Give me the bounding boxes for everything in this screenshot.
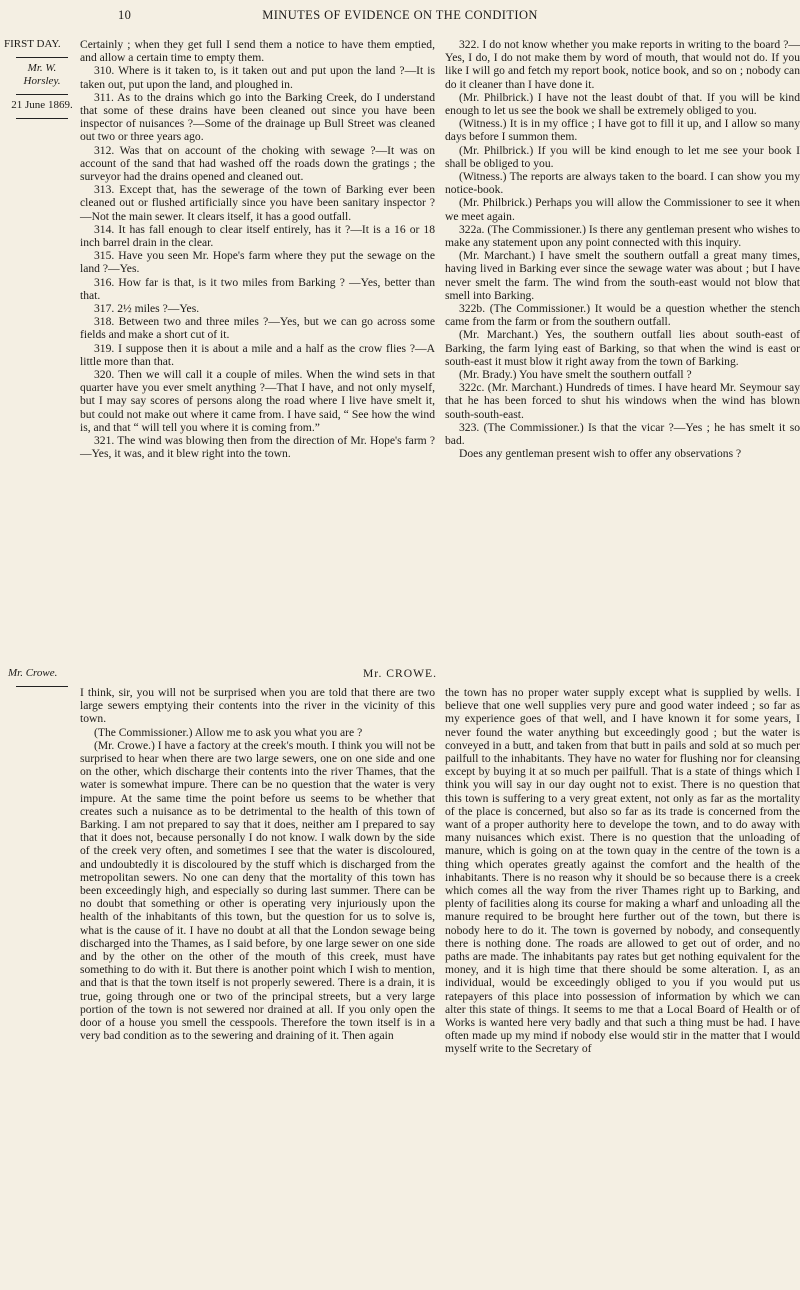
paragraph: 321. The wind was blowing then from the direction of Mr. Hope's farm ?—Yes, it was, and it blew right into the town. <box>80 434 435 461</box>
paragraph: 314. It has fall enough to clear itself entirely, has it ?—It is a 16 or 18 inch barrel drain in the clear. <box>80 222 435 250</box>
paragraph: 322a. (The Commissioner.) Is there any gentleman present who wishes to make any statement upon any point connected with this inquiry. <box>445 222 800 250</box>
paragraph: 322b. (The Commissioner.) It would be a question whether the stench came from the farm or from the southern outfall. <box>445 302 800 329</box>
margin-rule <box>16 94 68 95</box>
page-number: 10 <box>118 8 132 22</box>
paragraph: 320. Then we will call it a couple of miles. When the wind sets in that quarter have you ever smelt anything ?—That I have, and not only myself, but I may say scores of persons along the road where I live have smelt it, but could not make out where it came from. I have said, “ See how the wind is, and that “ will tell you where it is coming from.” <box>80 368 435 434</box>
paragraph: (Mr. Marchant.) Yes, the southern outfall lies about south-east of Barking, the farm lying east of Barking, so that when the wind is east or south-east it must blow it right away from the town of Barking. <box>445 328 800 368</box>
paragraph: (Witness.) It is in my office ; I have got to fill it up, and I allow so many days before I summon them. <box>445 117 800 144</box>
paragraph: (Mr. Brady.) You have smelt the southern outfall ? <box>459 368 692 382</box>
margin-rule <box>16 686 68 687</box>
paragraph: I think, sir, you will not be surprised when you are told that there are two large sewers emptying their contents into the river in the vicinity of this town. <box>80 686 435 726</box>
paragraph: 312. Was that on account of the choking with sewage ?—It was on account of the sand that had washed off the roads down the gratings ; the surveyor had the drains opened and cleaned out. <box>80 143 435 184</box>
paragraph: 315. Have you seen Mr. Hope's farm where they put the sewage on the land ?—Yes. <box>80 249 435 276</box>
margin-witness-1: Mr. W. Horsley. <box>23 62 61 87</box>
witness-heading: Mr. CROWE. <box>362 667 438 680</box>
right-column-bottom <box>445 686 800 1056</box>
paragraph: 322. I do not know whether you make reports in writing to the board ?—Yes, I do, I do not make them by word of mouth, that would not do. If you like I will go and fetch my report book, notice book, and so on ; nobody can do it cleaner than I have done it. <box>445 38 800 91</box>
paragraph: 322c. (Mr. Marchant.) Hundreds of times. I have heard Mr. Seymour say that he has been forced to shut his windows when the wind has blown south-south-east. <box>445 381 800 421</box>
paragraph: 323. (The Commissioner.) Is that the vicar ?—Yes ; he has smelt it so bad. <box>445 420 800 448</box>
paragraph: (Mr. Marchant.) I have smelt the southern outfall a great many times, having lived in Barking ever since the sewage water was about ; but I have never smelt the farm. The wind from the south-east would not blow that smell into Barking. <box>445 249 800 302</box>
paragraph: 319. I suppose then it is about a mile and a half as the crow flies ?—A little more than that. <box>80 341 435 368</box>
paragraph: (Witness.) The reports are always taken to the board. I can show you my notice-book. <box>445 170 800 197</box>
paragraph: 317. 2½ miles ?—Yes. <box>94 302 200 316</box>
paragraph: 318. Between two and three miles ?—Yes, but we can go across some fields and make a short cut of it. <box>80 315 435 342</box>
paragraph: (Mr. Philbrick.) Perhaps you will allow the Commissioner to see it when we meet again. <box>445 196 800 223</box>
paragraph: (The Commissioner.) Allow me to ask you what you are ? <box>94 725 363 739</box>
left-column-top <box>80 38 435 461</box>
margin-date: 21 June 1869. <box>11 99 73 111</box>
margin-witness-2: Mr. Crowe. <box>8 667 58 679</box>
margin-rule <box>16 118 68 119</box>
page-header <box>0 8 800 28</box>
left-column-bottom <box>80 686 435 1042</box>
paragraph: Certainly ; when they get full I send them a notice to have them emptied, and allow a certain time to empty them. <box>80 38 435 65</box>
margin-notes-top <box>4 38 76 123</box>
running-title: MINUTES OF EVIDENCE ON THE CONDITION <box>262 8 538 22</box>
right-column-top <box>445 38 800 461</box>
paragraph: 316. How far is that, is it two miles from Barking ? —Yes, better than that. <box>80 275 435 302</box>
paragraph: (Mr. Philbrick.) If you will be kind enough to let me see your book I shall be obliged to you. <box>445 143 800 170</box>
paragraph: 311. As to the drains which go into the Barking Creek, do I understand that some of these drains have been cleaned out since you have been inspector of nuisances ?—Some of the drainage up Bull Street was cleaned out two or three years ago. <box>80 90 435 144</box>
margin-rule <box>16 57 68 58</box>
paragraph: the town has no proper water supply except what is supplied by wells. I believe that one well supplies very pure and good water indeed ; so far as my experience goes of that well, and I have known it for some years, I never found the water anything but exceedingly good ; but the water is conveyed in a butt, and taken from that butt in pails and sold at so much per pailfull to the inhabitants. They have no water for flushing nor for cleansing except by buying it at so much per pailfull. That is a state of things which I think you will say in our day ought not to exist. There is no question that this town is suffering to a very great extent, not only as far as the mortality of the place is concerned, but also so far as its trade is concerned from the want of a proper authority here to develope the town, and to do away with many nuisances which exist. There is no question that the unloading of manure, which is going on at the town quay in the centre of the town is a thing which operates greatly against the comfort and the health of the inhabitants. There is no reason why it should be so because there is a creek which comes all the way from the river Thames right up to Barking, and plenty of facilities along its course for making a wharf and unloading all the manure required to be brought here further out of the town, but there is nobody here to do it. The town is governed by nobody, and consequently there is nothing done. The roads are allowed to get out of order, and no paths are made. The inhabitants pay rates but get nothing equivalent for the money, and it is high time that there should be some alteration. I, as an individual, would be exceedingly obliged to you if you would put us ratepayers of this place into possession of information by which we can alter this state of things. It seems to me that a Local Board of Health or of Works is wanted here very badly and that such a thing must be had. I have often made up my mind if nobody else would stir in the matter that I would myself write to the Secretary of <box>445 686 800 1056</box>
margin-day: FIRST DAY. <box>4 38 61 50</box>
paragraph: Does any gentleman present wish to offer any observations ? <box>459 447 742 461</box>
paragraph: 313. Except that, has the sewerage of the town of Barking ever been cleaned out or flushed artificially since you have been sanitary inspector ?—Not the main sewer. It clears itself, it has a good outfall. <box>80 183 435 223</box>
paragraph: (Mr. Crowe.) I have a factory at the creek's mouth. I think you will not be surprised to hear when there are two large sewers, one on one side and one on the other, which discharge their contents into the river Thames, that the water is somewhat impure. There can be no question that the water is very impure. At the same time the point before us seems to be whether that creates such a nuisance as to be detrimental to the health of this town of Barking. I am not prepared to say that it does, neither am I prepared to say that it does not, because personally I do not know. I walk down by the side of the creek very often, and sometimes I see that the water is discoloured, and undoubtedly it is discoloured by the stuff which is discharged from the metropolitan sewers. No one can deny that the mortality of this town has been exceedingly high, and especially so during last summer. There can be no doubt that something or other is operating very injuriously upon the health of the inhabitants of this town, but the question for us to solve is, what is the cause of it. I have no doubt at all that the London sewage being discharged into the Thames, as I said before, by one large sewer on one side and by the other on the other of the mouth of this creek, must have something to do with it. But there is another point which I wish to mention, and that is that the town itself is not properly sewered. There is a drain, it is true, going through one or two of the principal streets, but a very large portion of the town is not sewered nor drained at all. If you only open the door of a house you smell the cesspools. Therefore the town itself is in a very bad condition as to the sewering and draining of it. Then again <box>80 738 435 1043</box>
paragraph: (Mr. Philbrick.) I have not the least doubt of that. If you will be kind enough to let us see the book we shall be extremely obliged to you. <box>445 90 800 118</box>
paragraph: 310. Where is it taken to, is it taken out and put upon the land ?—It is taken out, put upon the land, and ploughed in. <box>80 64 435 91</box>
